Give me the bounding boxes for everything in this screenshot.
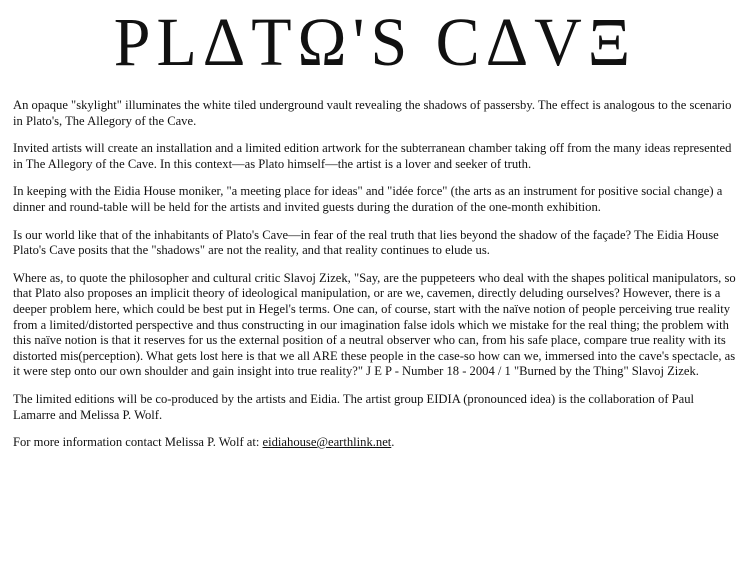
paragraph-zizek-quote: Where as, to quote the philosopher and cultural critic Slavoj Zizek, "Say, are the puppeteers who deal with the shapes political manipulators, so that Plato also proposes an implicit theory of ideological manipulation, or are we, cavemen, directly deluding ourselves? However, there is a deeper problem here, which could be best put in Hegel's terms. One can, of course, start with the naïve notion of people perceiving true reality from a limited/distorted perspective and thus constructing in our imagination false idols which we mistake for the real thing; the problem with this naïve notion is that it reserves for us the external position of a neutral observer who can, from his safe place, compare true reality with its distorted mis(perception). What gets lost here is that we all ARE these people in the case-so how can we, immersed into the cave's spectacle, as it were step onto our own shoulder and gain insight into true reality?" J E P - Number 18 - 2004 / 1 "Burned by the Thing" Slavoj Zizek. [13, 270, 736, 379]
paragraph-skylight: An opaque "skylight" illuminates the white tiled underground vault revealing the shadows of passersby. The effect is analogous to the scenario in Plato's, The Allegory of the Cave. [13, 98, 732, 128]
page-title: PLΔTΩ'S CΔVΞ [113, 4, 637, 81]
paragraph-contact [13, 435, 737, 451]
paragraph-our-world: Is our world like that of the inhabitants of Plato's Cave—in fear of the real truth that lies beyond the shadow of the façade? The Eidia House Plato's Cave posits that the "shadows" are not the reality, and that reality continues to elude us. [13, 227, 719, 258]
contact-email-link[interactable]: eidiahouse@earthlink.net [262, 435, 392, 450]
document-page [0, 4, 751, 573]
paragraph-invited-artists: Invited artists will create an installation and a limited edition artwork for the subterranean chamber taking off from the many ideas represented in The Allegory of the Cave. In this context—as Plato himself—the artist is a lover and seeker of truth. [13, 141, 732, 171]
contact-prefix: For more information contact Melissa P. Wolf at: [13, 435, 263, 450]
paragraph-limited-editions: The limited editions will be co-produced by the artists and Eidia. The artist group EIDIA (pronounced idea) is the collaboration of Paul Lamarre and Melissa P. Wolf. [13, 391, 695, 422]
paragraph-eidia-house: In keeping with the Eidia House moniker, "a meeting place for ideas" and "idée force" (the arts as an instrument for positive social change) a dinner and round-table will be held for the artists and invited guests during the duration of the one-month exhibition. [13, 184, 723, 214]
document-body [13, 98, 737, 451]
contact-suffix: . [391, 435, 395, 450]
